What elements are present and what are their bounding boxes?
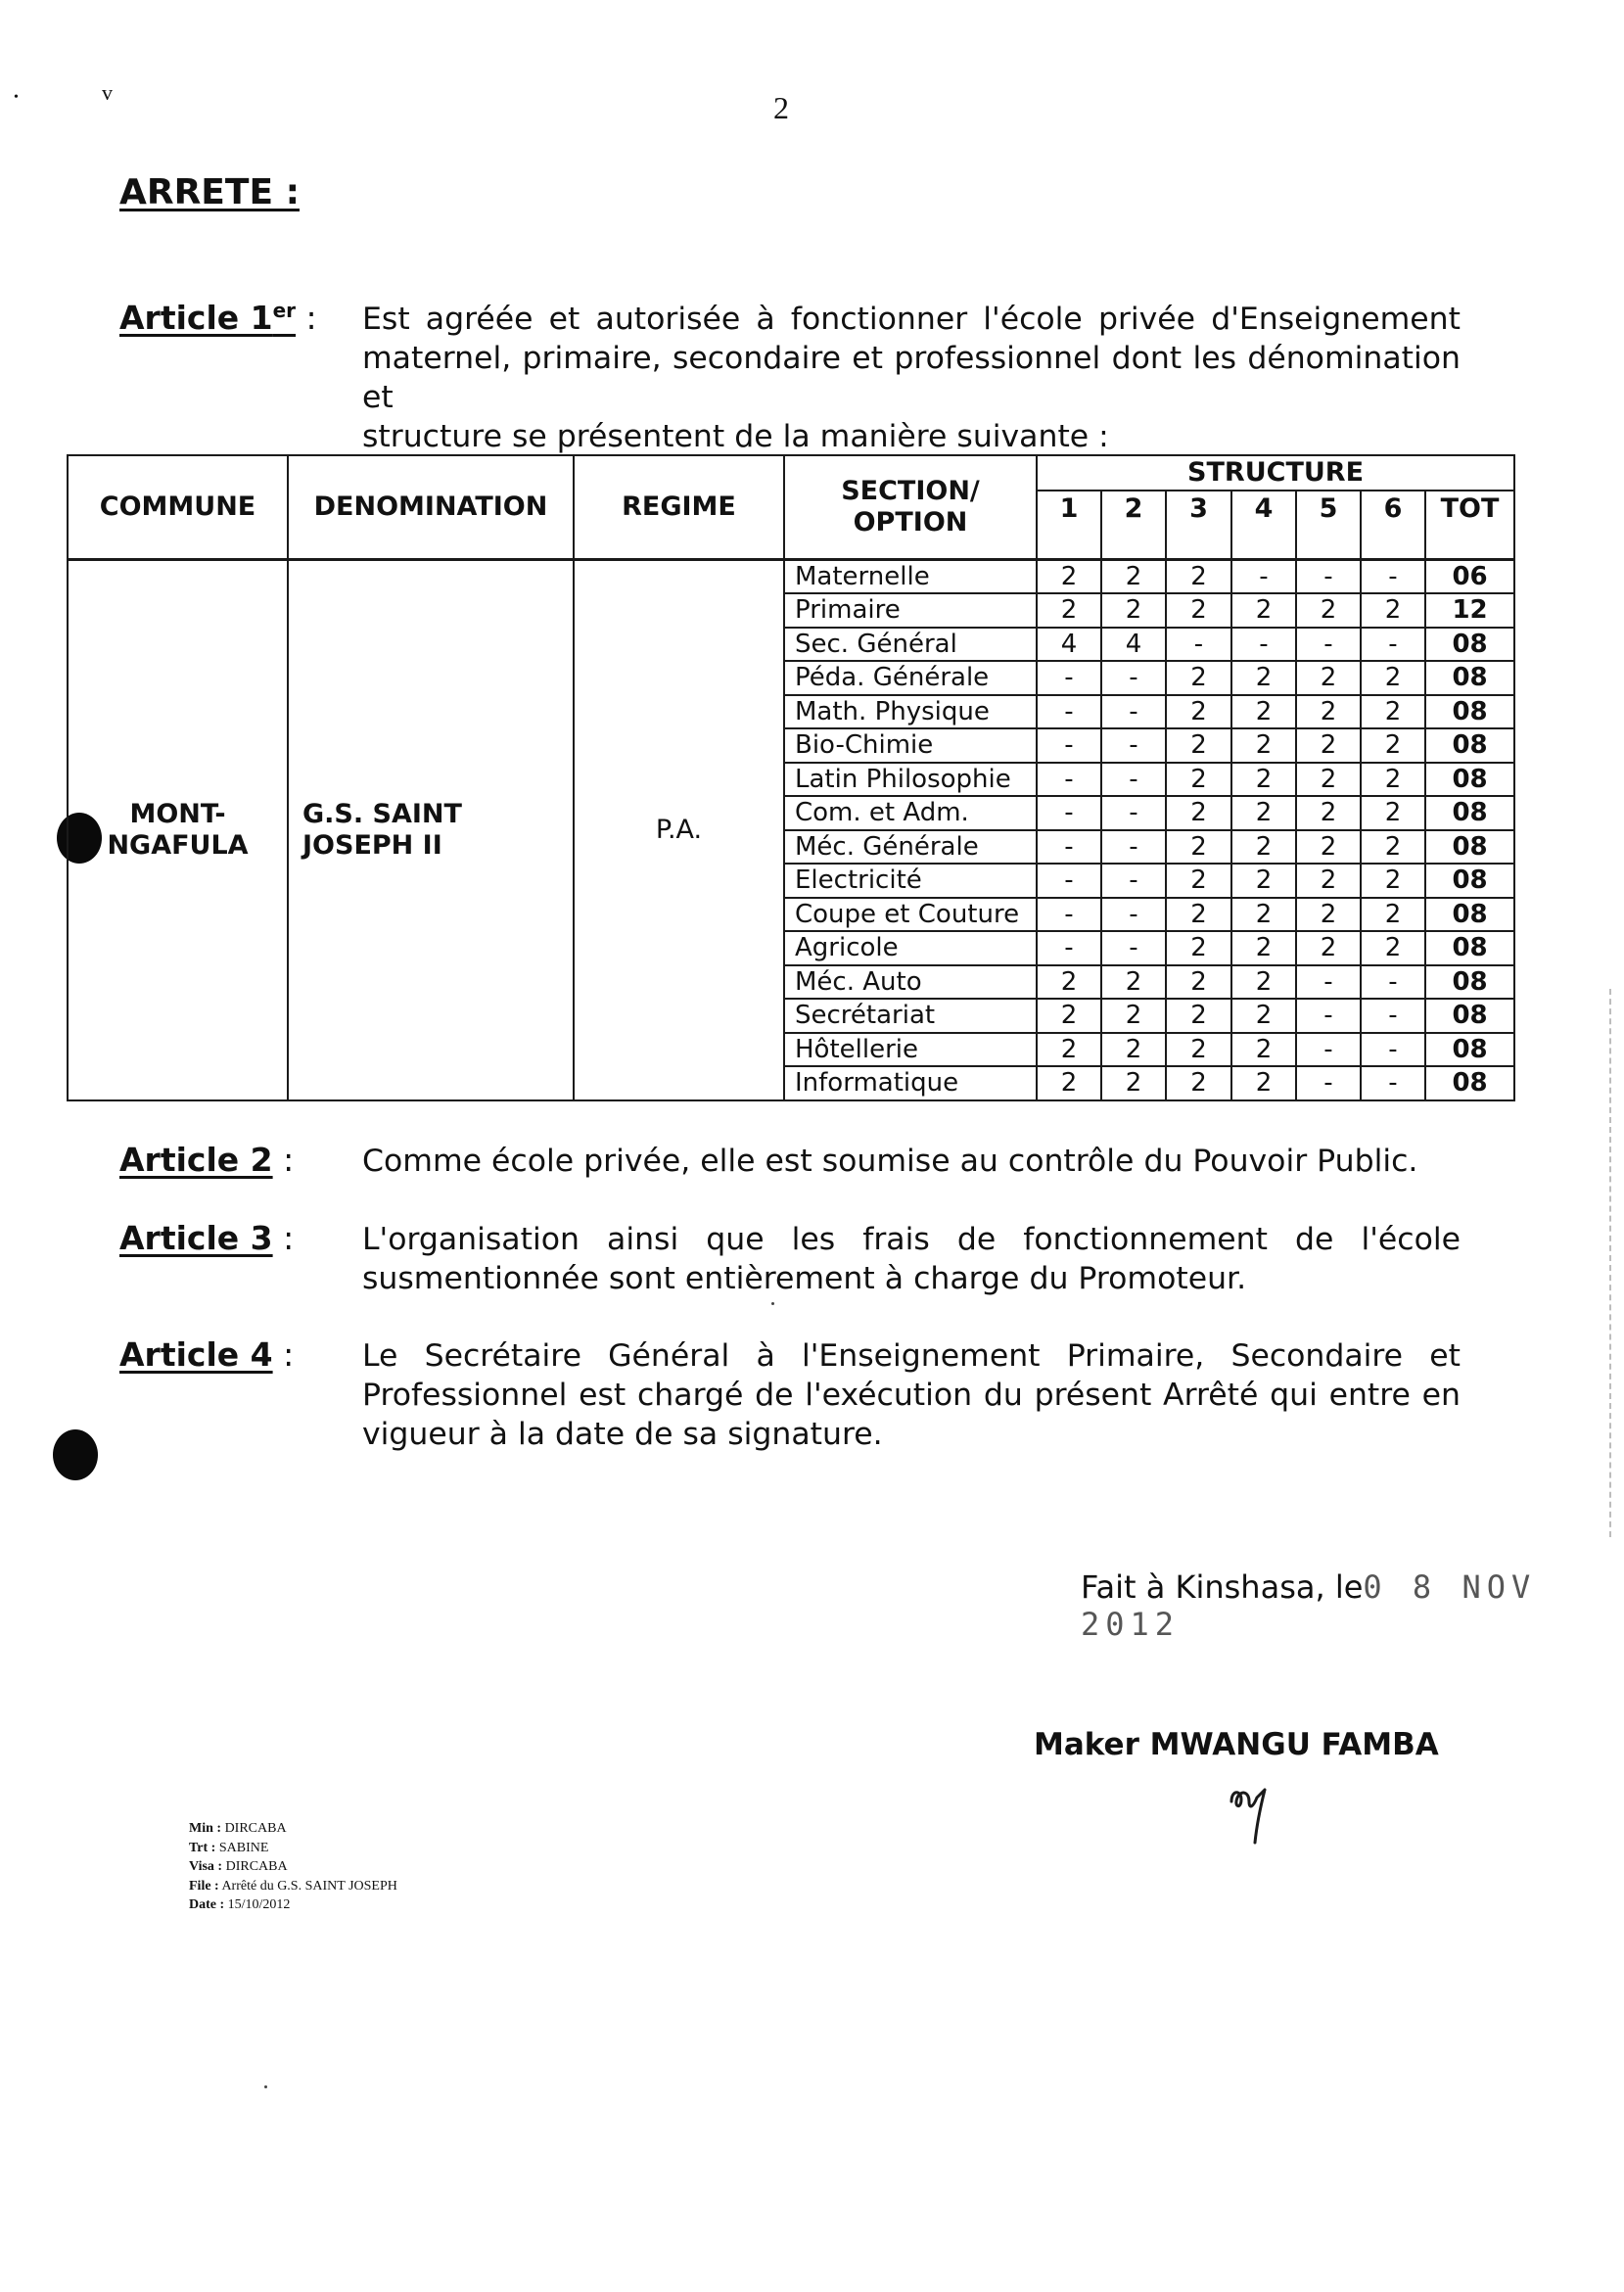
year-count-cell: - bbox=[1037, 661, 1101, 695]
year-count-cell: 2 bbox=[1231, 931, 1296, 965]
col-header-structure: STRUCTURE bbox=[1037, 455, 1514, 491]
year-count-cell: - bbox=[1037, 931, 1101, 965]
year-count-cell: 2 bbox=[1296, 931, 1361, 965]
option-cell: Agricole bbox=[784, 931, 1037, 965]
year-count-cell: 2 bbox=[1296, 661, 1361, 695]
commune-cell bbox=[68, 560, 288, 1100]
year-count-cell: 2 bbox=[1231, 999, 1296, 1033]
year-count-cell: 2 bbox=[1101, 1033, 1166, 1067]
year-count-cell: 2 bbox=[1361, 898, 1425, 932]
total-cell: 08 bbox=[1425, 628, 1514, 662]
year-count-cell: - bbox=[1037, 728, 1101, 763]
text-line: structure se présentent de la manière suivante : bbox=[362, 419, 1109, 454]
year-count-cell: 2 bbox=[1101, 1066, 1166, 1100]
year-count-cell: - bbox=[1037, 830, 1101, 865]
year-count-cell: - bbox=[1101, 898, 1166, 932]
year-count-cell: 2 bbox=[1296, 728, 1361, 763]
article-3-label: Article 3 : bbox=[119, 1219, 295, 1257]
year-count-cell: 2 bbox=[1231, 830, 1296, 865]
year-count-cell: - bbox=[1037, 898, 1101, 932]
text-line: vigueur à la date de sa signature. bbox=[362, 1417, 883, 1452]
year-count-cell: 2 bbox=[1231, 593, 1296, 628]
option-cell: Méc. Auto bbox=[784, 965, 1037, 1000]
total-cell: 12 bbox=[1425, 593, 1514, 628]
reference-block bbox=[189, 1819, 397, 1915]
denomination-cell bbox=[288, 560, 574, 1100]
year-count-cell: 2 bbox=[1361, 763, 1425, 797]
table-body bbox=[68, 560, 1514, 1100]
year-count-cell: 2 bbox=[1166, 593, 1231, 628]
year-count-cell: - bbox=[1296, 1033, 1361, 1067]
reference-line: Min : DIRCABA bbox=[189, 1821, 287, 1836]
option-cell: Bio-Chimie bbox=[784, 728, 1037, 763]
year-count-cell: 2 bbox=[1166, 1033, 1231, 1067]
scan-edge bbox=[1609, 989, 1611, 1537]
year-count-cell: - bbox=[1361, 560, 1425, 594]
year-count-cell: 2 bbox=[1166, 830, 1231, 865]
year-count-cell: 4 bbox=[1101, 628, 1166, 662]
year-count-cell: - bbox=[1231, 560, 1296, 594]
year-count-cell: 2 bbox=[1101, 593, 1166, 628]
total-cell: 08 bbox=[1425, 695, 1514, 729]
year-count-cell: 2 bbox=[1166, 661, 1231, 695]
year-count-cell: 2 bbox=[1361, 796, 1425, 830]
total-cell: 08 bbox=[1425, 830, 1514, 865]
regime-cell-line: P.A. bbox=[655, 814, 703, 845]
total-cell: 08 bbox=[1425, 796, 1514, 830]
year-count-cell: 2 bbox=[1231, 661, 1296, 695]
year-count-cell: - bbox=[1296, 999, 1361, 1033]
year-count-cell: - bbox=[1037, 763, 1101, 797]
year-count-cell: 2 bbox=[1037, 593, 1101, 628]
year-count-cell: - bbox=[1101, 796, 1166, 830]
col-header-section-line: OPTION bbox=[853, 507, 968, 538]
year-count-cell: 2 bbox=[1166, 931, 1231, 965]
year-count-cell: 2 bbox=[1296, 593, 1361, 628]
year-count-cell: 2 bbox=[1361, 661, 1425, 695]
total-cell: 08 bbox=[1425, 965, 1514, 1000]
text-line: maternel, primaire, secondaire et professionnel dont les dénomination et bbox=[362, 341, 1461, 415]
year-count-cell: 2 bbox=[1296, 898, 1361, 932]
article-1-text bbox=[362, 300, 1461, 456]
year-count-cell: 2 bbox=[1296, 796, 1361, 830]
option-cell: Latin Philosophie bbox=[784, 763, 1037, 797]
commune-cell-line: MONT- bbox=[129, 798, 226, 829]
article-3-text bbox=[362, 1220, 1461, 1298]
year-count-cell: 2 bbox=[1296, 695, 1361, 729]
year-count-cell: - bbox=[1166, 628, 1231, 662]
year-count-cell: 2 bbox=[1101, 999, 1166, 1033]
col-header-year: 1 bbox=[1037, 491, 1101, 560]
option-cell: Secrétariat bbox=[784, 999, 1037, 1033]
year-count-cell: 2 bbox=[1231, 965, 1296, 1000]
year-count-cell: - bbox=[1101, 728, 1166, 763]
year-count-cell: 2 bbox=[1101, 965, 1166, 1000]
year-count-cell: 2 bbox=[1037, 965, 1101, 1000]
total-cell: 08 bbox=[1425, 999, 1514, 1033]
year-count-cell: - bbox=[1037, 695, 1101, 729]
year-count-cell: 2 bbox=[1166, 560, 1231, 594]
col-header-year: 2 bbox=[1101, 491, 1166, 560]
total-cell: 08 bbox=[1425, 763, 1514, 797]
year-count-cell: - bbox=[1361, 1066, 1425, 1100]
option-cell: Coupe et Couture bbox=[784, 898, 1037, 932]
option-cell: Com. et Adm. bbox=[784, 796, 1037, 830]
col-header-year: 4 bbox=[1231, 491, 1296, 560]
col-header-denomination: DENOMINATION bbox=[288, 455, 574, 560]
place-label: Fait à Kinshasa, le bbox=[1081, 1568, 1364, 1606]
year-count-cell: 2 bbox=[1101, 560, 1166, 594]
year-count-cell: 2 bbox=[1231, 1033, 1296, 1067]
col-header-regime: REGIME bbox=[574, 455, 784, 560]
signatory-name: Maker MWANGU FAMBA bbox=[1034, 1727, 1439, 1762]
year-count-cell: 2 bbox=[1361, 695, 1425, 729]
article-2-label: Article 2 : bbox=[119, 1141, 295, 1179]
total-cell: 06 bbox=[1425, 560, 1514, 594]
year-count-cell: - bbox=[1101, 695, 1166, 729]
total-cell: 08 bbox=[1425, 864, 1514, 898]
article-1-label: Article 1er : bbox=[119, 299, 317, 337]
year-count-cell: 2 bbox=[1166, 728, 1231, 763]
option-cell: Math. Physique bbox=[784, 695, 1037, 729]
article-4-text bbox=[362, 1336, 1461, 1454]
year-count-cell: - bbox=[1361, 628, 1425, 662]
year-count-cell: 2 bbox=[1361, 931, 1425, 965]
year-count-cell: 2 bbox=[1166, 864, 1231, 898]
year-count-cell: 2 bbox=[1037, 1033, 1101, 1067]
text-line: Comme école privée, elle est soumise au contrôle du Pouvoir Public. bbox=[362, 1144, 1418, 1179]
year-count-cell: 2 bbox=[1231, 763, 1296, 797]
decree-heading: ARRETE : bbox=[119, 172, 300, 212]
punch-hole bbox=[53, 1429, 98, 1480]
reference-line: File : Arrêté du G.S. SAINT JOSEPH bbox=[189, 1878, 397, 1894]
year-count-cell: - bbox=[1101, 830, 1166, 865]
option-cell: Hôtellerie bbox=[784, 1033, 1037, 1067]
year-count-cell: 2 bbox=[1231, 796, 1296, 830]
year-count-cell: - bbox=[1101, 931, 1166, 965]
text-line: susmentionnée sont entièrement à charge du Promoteur. bbox=[362, 1261, 1247, 1296]
year-count-cell: - bbox=[1361, 1033, 1425, 1067]
scan-speck bbox=[771, 1302, 774, 1305]
total-cell: 08 bbox=[1425, 898, 1514, 932]
year-count-cell: 2 bbox=[1361, 728, 1425, 763]
scan-mark: • bbox=[14, 90, 19, 105]
denomination-cell-line: G.S. SAINT bbox=[302, 798, 462, 829]
year-count-cell: 2 bbox=[1296, 830, 1361, 865]
year-count-cell: 2 bbox=[1166, 999, 1231, 1033]
year-count-cell: - bbox=[1037, 864, 1101, 898]
year-count-cell: 2 bbox=[1166, 763, 1231, 797]
year-count-cell: 2 bbox=[1037, 1066, 1101, 1100]
page-number: 2 bbox=[773, 90, 789, 125]
scan-mark: v bbox=[102, 80, 113, 105]
year-count-cell: 2 bbox=[1361, 593, 1425, 628]
year-count-cell: 2 bbox=[1361, 830, 1425, 865]
option-cell: Informatique bbox=[784, 1066, 1037, 1100]
total-cell: 08 bbox=[1425, 728, 1514, 763]
date-stamp: 0 8 NOV 2012 bbox=[1081, 1568, 1537, 1643]
scan-speck bbox=[264, 2085, 267, 2088]
year-count-cell: 2 bbox=[1166, 796, 1231, 830]
col-header-year: 6 bbox=[1361, 491, 1425, 560]
year-count-cell: 2 bbox=[1231, 864, 1296, 898]
text-line: Professionnel est chargé de l'exécution du présent Arrêté qui entre en bbox=[362, 1378, 1461, 1413]
total-cell: 08 bbox=[1425, 1066, 1514, 1100]
option-cell: Péda. Générale bbox=[784, 661, 1037, 695]
year-count-cell: 2 bbox=[1361, 864, 1425, 898]
year-count-cell: 4 bbox=[1037, 628, 1101, 662]
reference-line: Visa : DIRCABA bbox=[189, 1859, 288, 1874]
year-count-cell: 2 bbox=[1231, 898, 1296, 932]
option-cell: Maternelle bbox=[784, 560, 1037, 594]
year-count-cell: 2 bbox=[1231, 728, 1296, 763]
year-count-cell: 2 bbox=[1296, 864, 1361, 898]
reference-line: Date : 15/10/2012 bbox=[189, 1897, 291, 1912]
year-count-cell: - bbox=[1296, 1066, 1361, 1100]
year-count-cell: - bbox=[1231, 628, 1296, 662]
option-cell: Electricité bbox=[784, 864, 1037, 898]
year-count-cell: 2 bbox=[1296, 763, 1361, 797]
year-count-cell: 2 bbox=[1166, 965, 1231, 1000]
year-count-cell: - bbox=[1101, 864, 1166, 898]
col-header-tot: TOT bbox=[1425, 491, 1514, 560]
col-header-section-line: SECTION/ bbox=[841, 476, 980, 506]
place-and-date bbox=[1081, 1568, 1624, 1643]
year-count-cell: 2 bbox=[1231, 695, 1296, 729]
year-count-cell: - bbox=[1101, 661, 1166, 695]
regime-cell bbox=[574, 560, 784, 1100]
year-count-cell: - bbox=[1101, 763, 1166, 797]
year-count-cell: 2 bbox=[1166, 898, 1231, 932]
year-count-cell: - bbox=[1361, 999, 1425, 1033]
col-header-year: 5 bbox=[1296, 491, 1361, 560]
table-row bbox=[68, 560, 1514, 594]
structure-table bbox=[67, 454, 1515, 1101]
option-cell: Primaire bbox=[784, 593, 1037, 628]
year-count-cell: 2 bbox=[1231, 1066, 1296, 1100]
article-4-label: Article 4 : bbox=[119, 1335, 295, 1374]
reference-line: Trt : SABINE bbox=[189, 1840, 269, 1855]
year-count-cell: 2 bbox=[1166, 1066, 1231, 1100]
year-count-cell: - bbox=[1037, 796, 1101, 830]
handwritten-signature bbox=[1228, 1784, 1296, 1847]
commune-cell-line: NGAFULA bbox=[107, 829, 249, 861]
denomination-cell-line: JOSEPH II bbox=[302, 829, 442, 861]
text-line: Est agréée et autorisée à fonctionner l'école privée d'Enseignement bbox=[362, 302, 1461, 337]
col-header-year: 3 bbox=[1166, 491, 1231, 560]
year-count-cell: 2 bbox=[1037, 999, 1101, 1033]
year-count-cell: - bbox=[1296, 560, 1361, 594]
total-cell: 08 bbox=[1425, 661, 1514, 695]
option-cell: Sec. Général bbox=[784, 628, 1037, 662]
year-count-cell: - bbox=[1296, 965, 1361, 1000]
text-line: Le Secrétaire Général à l'Enseignement Primaire, Secondaire et bbox=[362, 1338, 1461, 1374]
article-2-text bbox=[362, 1142, 1461, 1181]
option-cell: Méc. Générale bbox=[784, 830, 1037, 865]
total-cell: 08 bbox=[1425, 931, 1514, 965]
year-count-cell: 2 bbox=[1166, 695, 1231, 729]
col-header-commune: COMMUNE bbox=[68, 455, 288, 560]
year-count-cell: - bbox=[1296, 628, 1361, 662]
year-count-cell: - bbox=[1361, 965, 1425, 1000]
text-line: L'organisation ainsi que les frais de fonctionnement de l'école bbox=[362, 1222, 1461, 1257]
year-count-cell: 2 bbox=[1037, 560, 1101, 594]
total-cell: 08 bbox=[1425, 1033, 1514, 1067]
col-header-section bbox=[784, 455, 1037, 560]
